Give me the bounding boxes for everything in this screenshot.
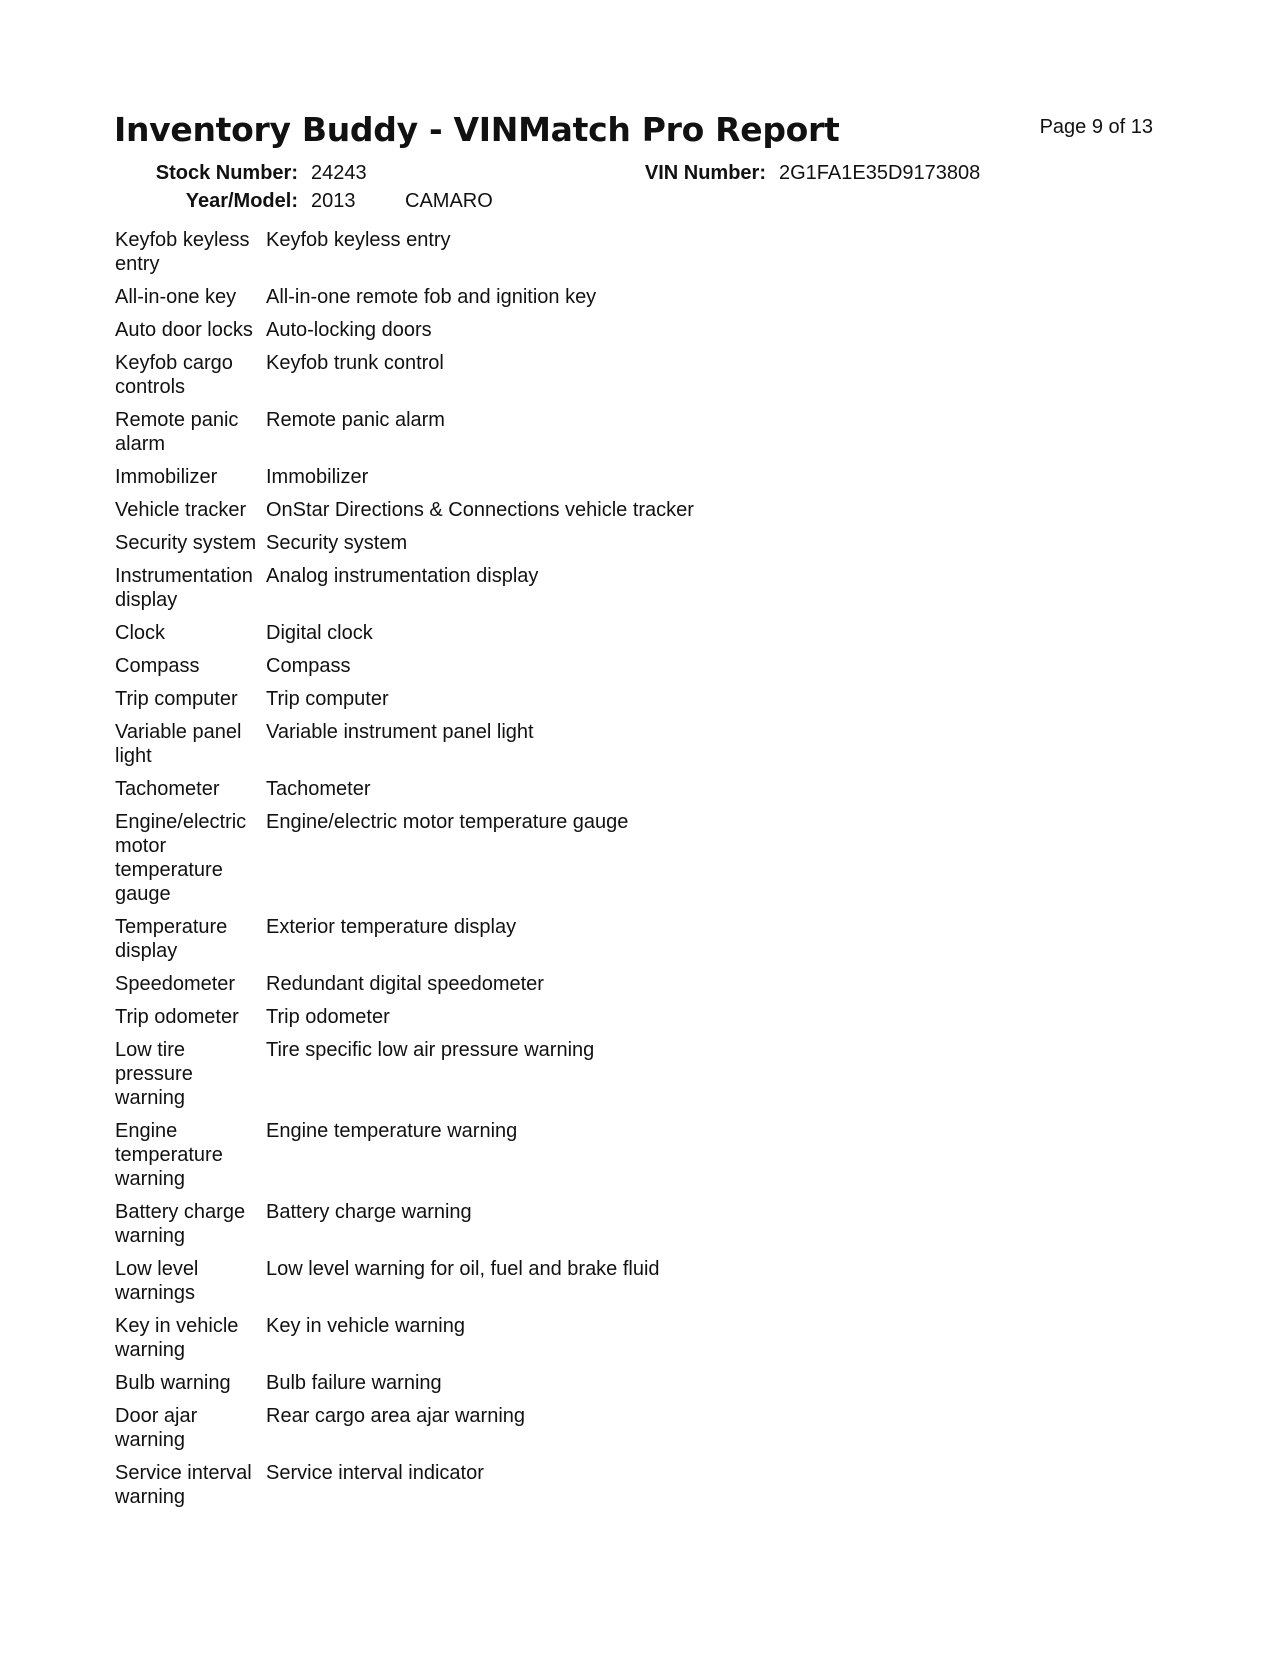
feature-row — [115, 1038, 694, 1119]
feature-description: Engine/electric motor temperature gauge — [266, 811, 629, 833]
feature-description: Remote panic alarm — [266, 409, 445, 431]
feature-description: Tire specific low air pressure warning — [266, 1039, 595, 1061]
feature-description: Bulb failure warning — [266, 1372, 442, 1394]
feature-name: Low level warnings — [115, 1258, 199, 1304]
feature-description: All-in-one remote fob and ignition key — [266, 286, 597, 308]
feature-description: Keyfob trunk control — [266, 352, 444, 374]
feature-name: Low tire pressure warning — [115, 1039, 193, 1109]
feature-name: Clock — [115, 622, 166, 644]
feature-description: Analog instrumentation display — [266, 565, 539, 587]
feature-row — [115, 408, 694, 465]
feature-description: Immobilizer — [266, 466, 369, 488]
feature-row — [115, 498, 694, 531]
feature-name: Tachometer — [115, 778, 220, 800]
feature-description: Compass — [266, 655, 351, 677]
vin-value: 2G1FA1E35D9173808 — [779, 162, 981, 184]
feature-name: Trip computer — [115, 688, 238, 710]
feature-description: Trip odometer — [266, 1006, 390, 1028]
feature-name: Trip odometer — [115, 1006, 239, 1028]
feature-name: Keyfob cargo controls — [115, 352, 233, 398]
feature-description: Exterior temperature display — [266, 916, 517, 938]
feature-description: Redundant digital speedometer — [266, 973, 544, 995]
feature-description: Keyfob keyless entry — [266, 229, 451, 251]
feature-row — [115, 1257, 694, 1314]
feature-row — [115, 810, 694, 915]
feature-description: Auto-locking doors — [266, 319, 432, 341]
feature-row — [115, 1200, 694, 1257]
feature-name: Variable panel light — [115, 721, 242, 767]
feature-description: Key in vehicle warning — [266, 1315, 465, 1337]
feature-description: Low level warning for oil, fuel and brake fluid — [266, 1258, 660, 1280]
feature-row — [115, 972, 694, 1005]
feature-description: Service interval indicator — [266, 1462, 484, 1484]
feature-description: Trip computer — [266, 688, 389, 710]
feature-row — [115, 531, 694, 564]
vin-label: VIN Number: — [644, 162, 766, 184]
feature-description: Variable instrument panel light — [266, 721, 534, 743]
feature-name: Key in vehicle warning — [115, 1315, 239, 1361]
feature-name: Temperature display — [115, 916, 228, 962]
feature-row — [115, 654, 694, 687]
feature-row — [115, 351, 694, 408]
feature-row — [115, 318, 694, 351]
feature-name: Remote panic alarm — [115, 409, 239, 455]
feature-name: Door ajar warning — [115, 1405, 198, 1451]
feature-row — [115, 720, 694, 777]
stock-number-label: Stock Number: — [155, 162, 298, 184]
feature-name: Engine/electric motor temperature gauge — [115, 811, 247, 905]
feature-row — [115, 564, 694, 621]
feature-name: Compass — [115, 655, 200, 677]
feature-row — [115, 1461, 694, 1518]
feature-name: Engine temperature warning — [115, 1120, 223, 1190]
features-list — [115, 228, 694, 1518]
feature-description: OnStar Directions & Connections vehicle tracker — [266, 499, 694, 521]
model-value: CAMARO — [405, 190, 493, 212]
stock-number-value: 24243 — [311, 162, 367, 184]
feature-row — [115, 1119, 694, 1200]
feature-row — [115, 1404, 694, 1461]
page-number: Page 9 of 13 — [1039, 116, 1153, 138]
feature-description: Tachometer — [266, 778, 371, 800]
feature-description: Battery charge warning — [266, 1201, 472, 1223]
year-value: 2013 — [311, 190, 356, 212]
feature-name: All-in-one key — [115, 286, 237, 308]
year-model-label: Year/Model: — [185, 190, 298, 212]
feature-name: Speedometer — [115, 973, 236, 995]
feature-name: Immobilizer — [115, 466, 218, 488]
report-title: Inventory Buddy - VINMatch Pro Report — [114, 110, 840, 149]
feature-description: Rear cargo area ajar warning — [266, 1405, 526, 1427]
feature-row — [115, 228, 694, 285]
feature-name: Battery charge warning — [115, 1201, 246, 1247]
feature-name: Service interval warning — [115, 1462, 252, 1508]
feature-name: Bulb warning — [115, 1372, 231, 1394]
feature-row — [115, 777, 694, 810]
feature-row — [115, 1314, 694, 1371]
feature-row — [115, 1005, 694, 1038]
feature-row — [115, 465, 694, 498]
feature-name: Instrumentation display — [115, 565, 253, 611]
feature-description: Digital clock — [266, 622, 373, 644]
feature-name: Auto door locks — [115, 319, 253, 341]
feature-name: Vehicle tracker — [115, 499, 247, 521]
feature-description: Engine temperature warning — [266, 1120, 518, 1142]
feature-row — [115, 687, 694, 720]
features-table — [115, 228, 694, 1518]
feature-name: Security system — [115, 532, 257, 554]
feature-row — [115, 621, 694, 654]
feature-row — [115, 285, 694, 318]
feature-name: Keyfob keyless entry — [115, 229, 250, 275]
feature-row — [115, 1371, 694, 1404]
feature-description: Security system — [266, 532, 408, 554]
feature-row — [115, 915, 694, 972]
